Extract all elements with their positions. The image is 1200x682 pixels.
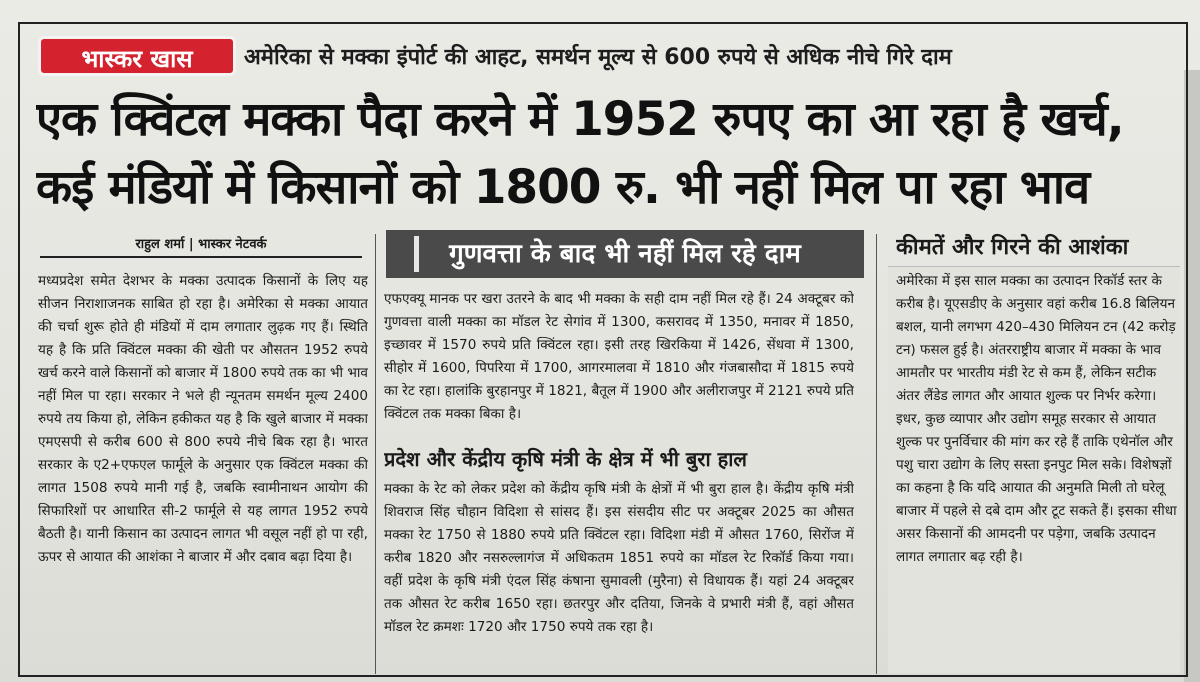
sidebar-text: अमेरिका में इस साल मक्का का उत्पादन रिकॉर्ड स्तर के करीब है। यूएसडीए के अनुसार वहां करीब 16.8 बिलियन बशल, यानी लगभग 420–430 मिलियन टन (42 करोड़ टन) फसल हुई है। अंतरराष्ट्रीय बाजार में मक्का के भाव आमतौर पर भारतीय मंडी रेट से कम हैं, लेकिन सटीक अंतर लैंडेड लागत और आयात शुल्क पर निर्भर करेगा। इधर, कुछ व्यापार और उद्योग समूह सरकार से आयात शुल्क पर पुनर्विचार की मांग कर रहे हैं ताकि एथेनॉल और पशु चारा उद्योग के लिए सस्ता इनपुट मिल सके। विशेषज्ञों का कहना है कि यदि आयात की अनुमति मिली तो घरेलू बाजार में पहले से दबे दाम और टूट सकते हैं। इसका सीधा असर किसानों की आमदनी पर पड़ेगा, जबकि उत्पादन लागत लगातार बढ़ रही है। [896, 273, 1177, 565]
section-heading-quality-text: गुणवत्ता के बाद भी नहीं मिल रहे दाम [449, 239, 801, 269]
kicker-line: अमेरिका से मक्का इंपोर्ट की आहट, समर्थन मूल्य से 600 रुपये से अधिक नीचे गिरे दाम [244, 45, 952, 70]
body-column-1: मध्यप्रदेश समेत देशभर के मक्का उत्पादक किसानों के लिए यह सीजन निराशाजनक साबित हो रहा है। अमेरिका से मक्का आयात की चर्चा शुरू होते ही मंडियों में दाम लगातार लुढ़क गए हैं। स्थिति यह है कि प्रति क्विंटल मक्का की खेती पर औसतन 1952 रुपये खर्च करने वाले किसानों को बाजार में 1800 रुपये तक का भी भाव नहीं मिल पा रहा। सरकार ने भले ही न्यूनतम समर्थन मूल्य 2400 रुपये तय किया हो, लेकिन हकीकत यह है कि खुले बाजार में मक्का एमएसपी से करीब 600 से 800 रुपये नीचे बिक रहा है। भारत सरकार के ए2+एफएल फार्मूले के अनुसार एक क्विंटल मक्का की लागत 1508 रुपये मानी गई है, जबकि स्वामीनाथन आयोग की सिफारिशों पर आधारित सी-2 फार्मूले से यह लागत 1952 रुपये बैठती है। यानी किसान का उत्पादन लागत भी वसूल नहीं हो पा रही, ऊपर से आयात की आशंका ने बाजार में और दबाव बढ़ा दिया है। [38, 273, 368, 565]
column-divider-1 [375, 234, 376, 674]
heading-accent-bar [414, 236, 419, 272]
headline-line-2: कई मंडियों में किसानों को 1800 रु. भी नहीं मिल पा रहा भाव [36, 160, 1090, 215]
column-divider-2 [876, 234, 877, 674]
headline-line-1: एक क्विंटल मक्का पैदा करने में 1952 रुपए का आ रहा है खर्च, [36, 92, 1124, 147]
body-column-2-bottom: मक्का के रेट को लेकर प्रदेश को केंद्रीय कृषि मंत्री के क्षेत्रों में भी बुरा हाल है। केंद्रीय कृषि मंत्री शिवराज सिंह चौहान विदिशा से सांसद हैं। इस संसदीय सीट पर अक्टूबर 2025 का औसत मक्का रेट 1750 से 1880 रुपये प्रति क्विंटल रहा। विदिशा मंडी में औसत 1760, सिरोंज में करीब 1820 और नसरुल्लागंज में अधिकतम 1851 रुपये का मॉडल रेट रिकॉर्ड किया गया। वहीं प्रदेश के कृषि मंत्री एंदल सिंह कंषाना सुमावली (मुरैना) से विधायक हैं। यहां 24 अक्टूबर तक औसत रेट करीब 1650 रहा। छतरपुर और दतिया, जिनके वे प्रभारी मंत्री हैं, वहां औसत मॉडल रेट क्रमशः 1720 और 1750 रुपये तक रहा है। [384, 481, 854, 635]
body-column-2-top: एफएक्यू मानक पर खरा उतरने के बाद भी मक्का के सही दाम नहीं मिल रहे हैं। 24 अक्टूबर को गुणवत्ता वाली मक्का का मॉडल रेट सेगांव में 1300, कसरावद में 1350, मनावर में 1850, इच्छावर में 1570 रुपये प्रति क्विंटल रहा। इसी तरह खिरकिया में 1426, सेंधवा में 1300, सीहोर में 1600, पिपरिया में 1700, आगरमालवा में 1810 और गंजबासौदा में 1815 रुपये का रेट रहा। हालांकि बुरहानपुर में 1821, बैतूल में 1900 और अलीराजपुर में 2121 रुपये प्रति क्विंटल तक मक्का बिका है। [384, 291, 854, 422]
section-badge: भास्कर खास [38, 36, 236, 76]
sidebar-heading: कीमतें और गिरने की आशंका [896, 235, 1129, 260]
section-heading-minister: प्रदेश और केंद्रीय कृषि मंत्री के क्षेत्र में भी बुरा हाल [384, 447, 747, 471]
section-heading-quality [386, 230, 864, 278]
byline: राहुल शर्मा | भास्कर नेटवर्क [40, 234, 362, 258]
